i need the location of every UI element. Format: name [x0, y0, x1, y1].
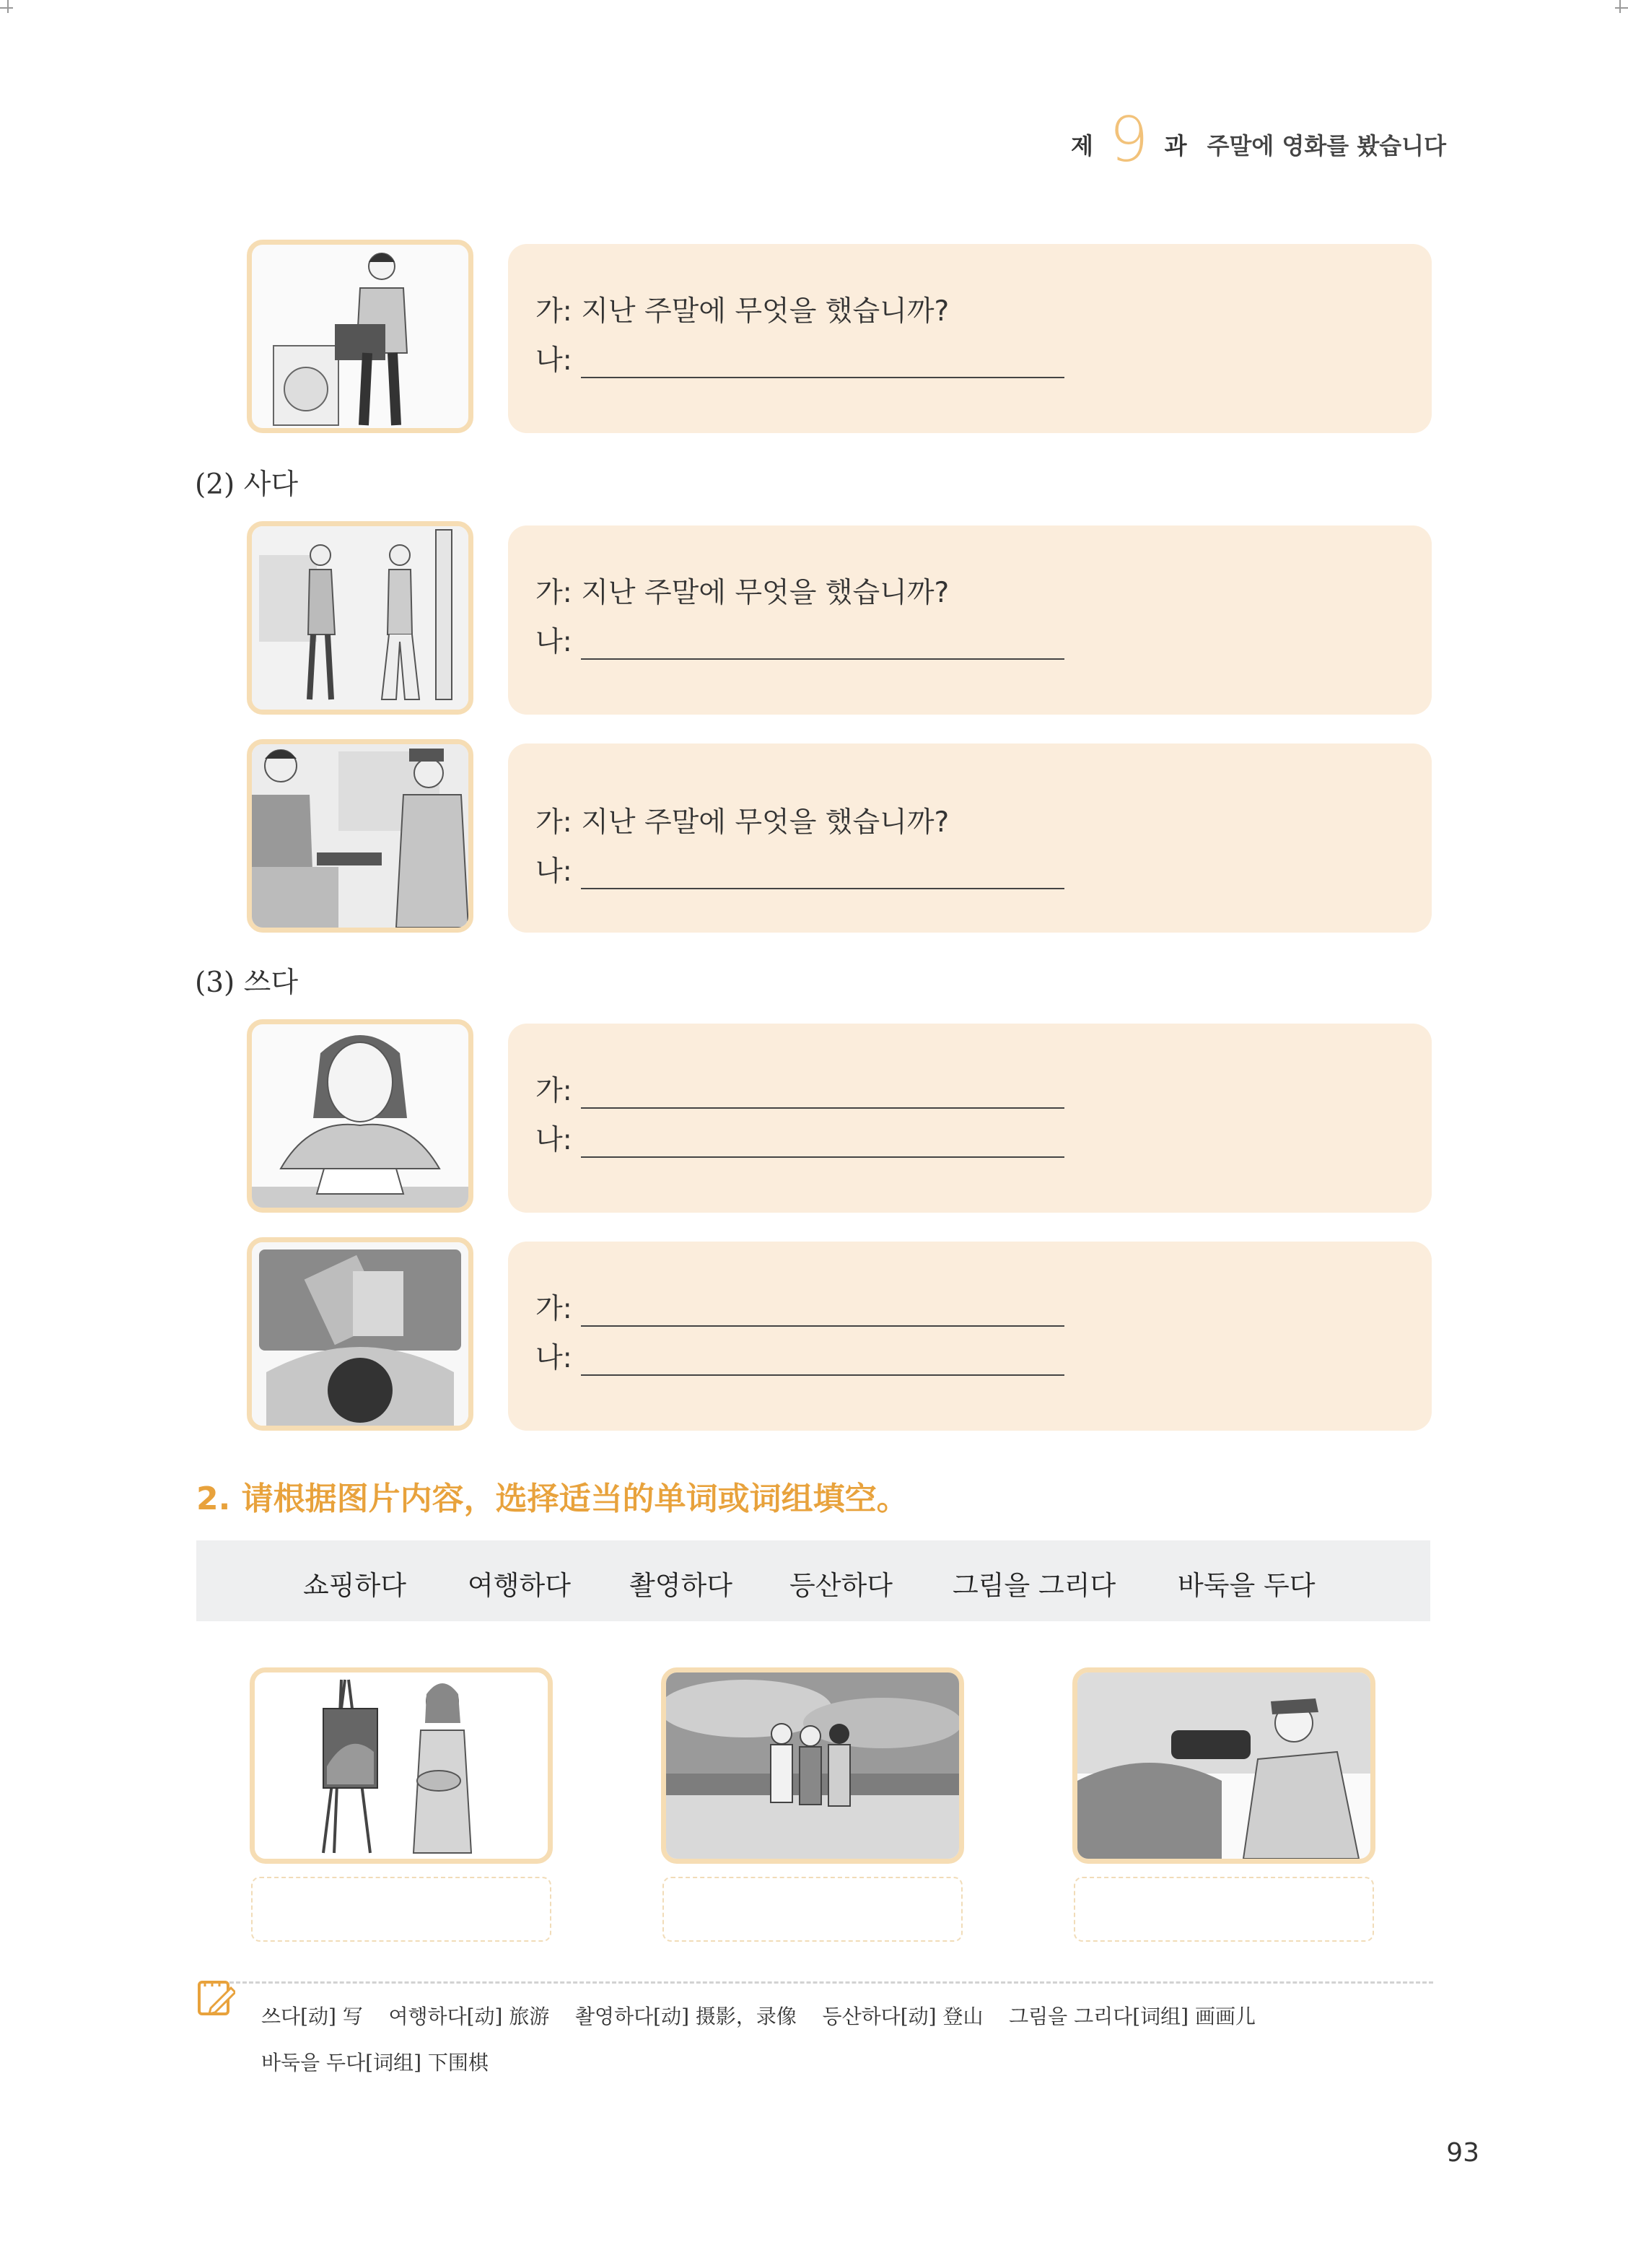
painting-illustration [250, 1667, 553, 1864]
laundry-illustration [247, 240, 473, 433]
section-heading: (2) 사다 [195, 468, 298, 501]
answer-blank[interactable] [581, 352, 1064, 378]
question-text: 가: 지난 주말에 무엇을 했습니까? [535, 295, 950, 328]
answer-label: 나: [535, 344, 572, 377]
chapter-title: 주말에 영화를 봤습니다 [1207, 132, 1446, 160]
answer-label: 나: [535, 855, 572, 888]
chapter-suffix: 과 [1164, 132, 1187, 160]
answer-label: 나: [535, 1342, 572, 1374]
answer-blank[interactable] [581, 1350, 1064, 1376]
crop-mark [1615, 7, 1628, 9]
dialogue-box-5 [508, 1242, 1432, 1431]
question-blank[interactable] [581, 1083, 1064, 1109]
desk-writing-illustration [247, 1237, 473, 1431]
question-label: 가: [535, 1075, 572, 1107]
crop-mark [7, 0, 9, 13]
dialogue-box-3 [508, 743, 1432, 933]
beach-travel-illustration [661, 1667, 964, 1864]
question-text: 가: 지난 주말에 무엇을 했습니까? [535, 806, 950, 839]
store-purchase-illustration [247, 739, 473, 933]
crop-mark [0, 7, 13, 9]
word-bank-item: 쇼핑하다 [303, 1570, 406, 1601]
word-bank [196, 1540, 1430, 1621]
section-heading: (3) 쓰다 [195, 967, 298, 999]
answer-input-1[interactable] [251, 1877, 551, 1942]
divider [229, 1981, 1433, 1984]
word-bank-item: 등산하다 [789, 1570, 893, 1601]
chapter-number: 9 [1108, 104, 1149, 176]
note-pencil-icon [196, 1978, 235, 2017]
page-number: 93 [1446, 2138, 1479, 2168]
answer-blank[interactable] [581, 863, 1064, 889]
dialogue-box-2 [508, 525, 1432, 715]
crop-mark [1619, 0, 1621, 13]
clothes-shopping-illustration [247, 521, 473, 715]
girl-writing-illustration [247, 1019, 473, 1213]
answer-input-3[interactable] [1074, 1877, 1374, 1942]
answer-blank[interactable] [581, 1132, 1064, 1158]
exercise-2-title: 2. 请根据图片内容，选择适当的单词或词组填空。 [196, 1480, 909, 1517]
word-bank-item: 촬영하다 [629, 1570, 732, 1601]
question-text: 가: 지난 주말에 무엇을 했습니까? [535, 577, 950, 609]
vocab-line-2: 바둑을 두다[词组] 下围棋 [261, 2051, 489, 2075]
vocab-line-1: 쓰다[动] 写 여행하다[动] 旅游 촬영하다[动] 摄影，录像 등산하다[动] 登山 그림을 그리다[词组] 画画儿 [261, 2005, 1256, 2028]
answer-blank[interactable] [581, 634, 1064, 660]
chapter-prefix: 제 [1071, 132, 1093, 160]
word-bank-item: 그림을 그리다 [953, 1570, 1116, 1601]
answer-input-2[interactable] [662, 1877, 963, 1942]
answer-label: 나: [535, 1124, 572, 1156]
chapter-header [1071, 104, 1446, 180]
answer-label: 나: [535, 626, 572, 658]
dialogue-box-4 [508, 1024, 1432, 1213]
word-bank-item: 바둑을 두다 [1178, 1570, 1316, 1601]
word-bank-item: 여행하다 [468, 1570, 571, 1601]
question-label: 가: [535, 1293, 572, 1325]
photography-illustration [1072, 1667, 1375, 1864]
question-blank[interactable] [581, 1301, 1064, 1327]
dialogue-box-1 [508, 244, 1432, 433]
